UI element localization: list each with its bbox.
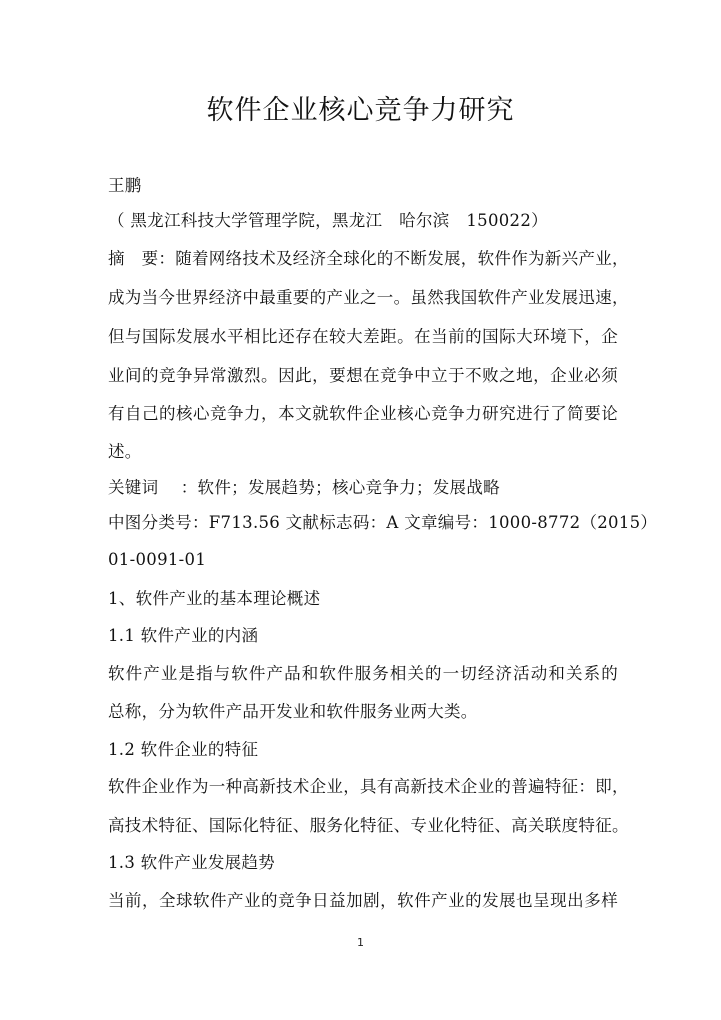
abstract-line: 成为当今世界经济中最重要的产业之一。虽然我国软件产业发展迅速， (108, 288, 629, 307)
body-line: 总称，分为软件产品开发业和软件服务业两大类。 (108, 702, 478, 721)
classification-line: 中图分类号：F713.56 文献标志码：A 文章编号：1000-8772（2015） (108, 513, 658, 532)
author-affiliation: （ 黑龙江科技大学管理学院，黑龙江 哈尔滨 150022） (108, 211, 548, 230)
body-line: 软件企业作为一种高新技术企业，具有高新技术企业的普遍特征：即， (108, 777, 629, 796)
abstract-line: 但与国际发展水平相比还存在较大差距。在当前的国际大环境下，企 (108, 327, 618, 346)
keywords: 关键词 ：软件；发展趋势；核心竞争力；发展战略 (108, 478, 500, 497)
body-line: 当前，全球软件产业的竞争日益加剧，软件产业的发展也呈现出多样 (108, 891, 618, 910)
subsection-heading: 1.3 软件产业发展趋势 (108, 853, 276, 872)
classification-line: 01-0091-01 (108, 550, 207, 569)
abstract-line: 述。 (108, 442, 142, 461)
subsection-heading: 1.1 软件产业的内涵 (108, 626, 259, 645)
subsection-heading: 1.2 软件企业的特征 (108, 740, 259, 759)
body-line: 高技术特征、国际化特征、服务化特征、专业化特征、高关联度特征。 (108, 816, 629, 835)
abstract-line: 摘 要：随着网络技术及经济全球化的不断发展，软件作为新兴产业， (108, 249, 629, 268)
author-name: 王鹏 (108, 176, 142, 195)
paper-title: 软件企业核心竞争力研究 (206, 95, 515, 126)
abstract-line: 有自己的核心竞争力，本文就软件企业核心竞争力研究进行了简要论 (108, 404, 618, 423)
page-number: 1 (357, 936, 364, 949)
body-line: 软件产业是指与软件产品和软件服务相关的一切经济活动和关系的 (108, 664, 618, 683)
section-heading: 1、软件产业的基本理论概述 (108, 589, 321, 608)
abstract-line: 业间的竞争异常激烈。因此，要想在竞争中立于不败之地，企业必须 (108, 366, 618, 385)
